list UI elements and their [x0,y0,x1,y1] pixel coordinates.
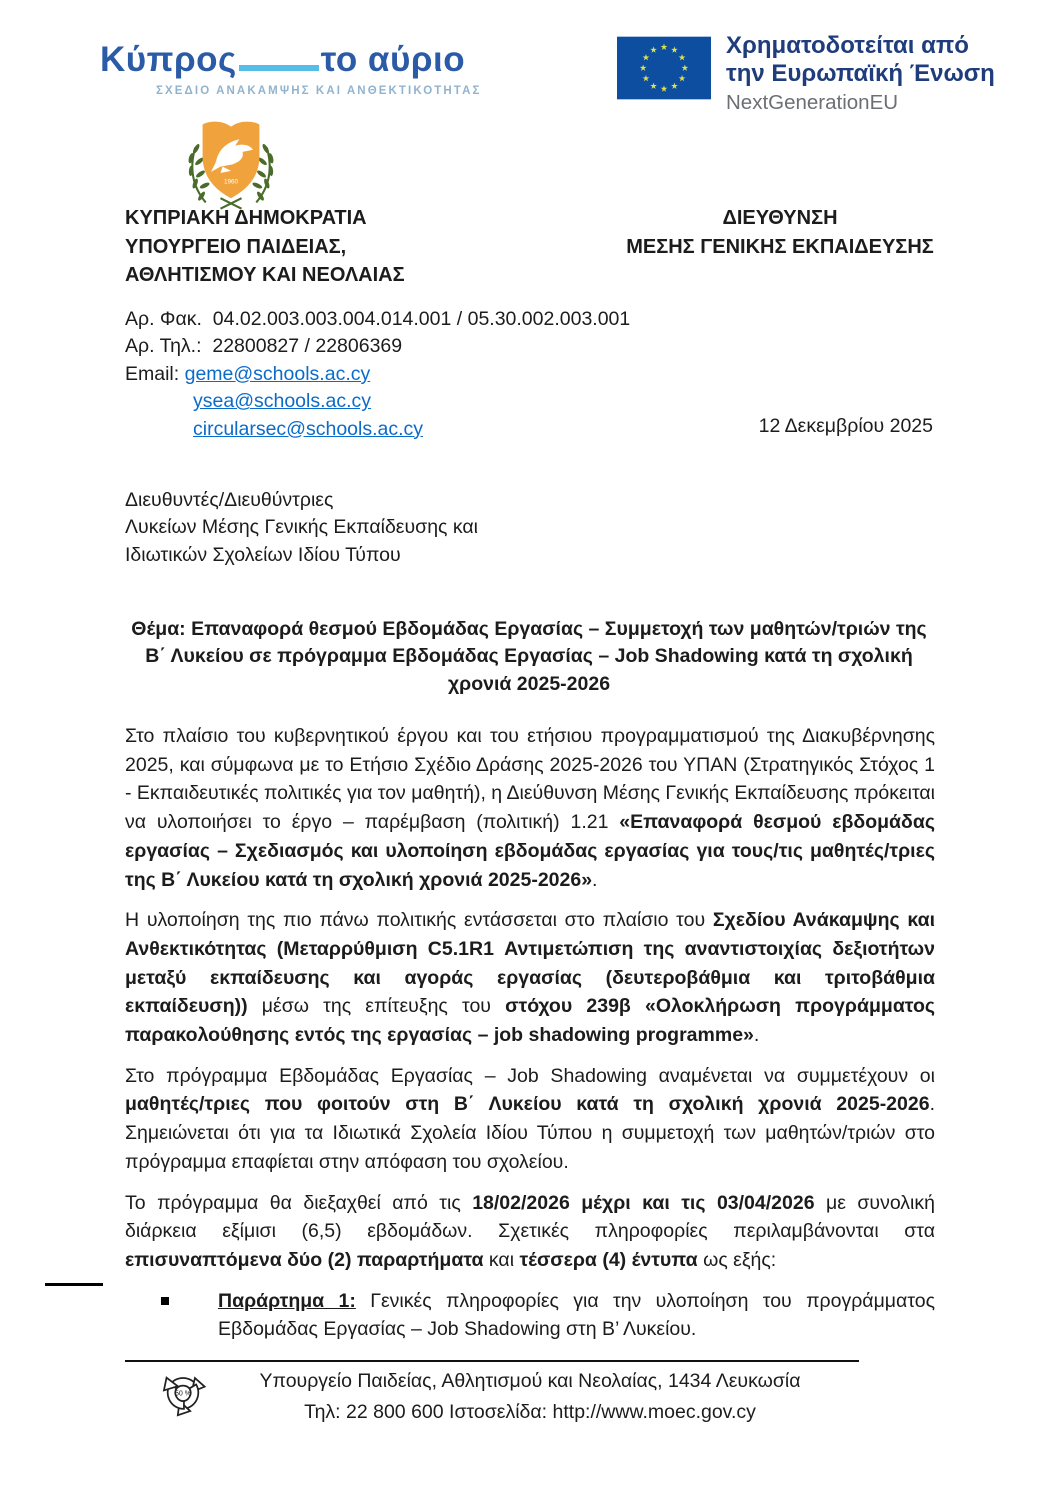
recipient-line3: Ιδιωτικών Σχολείων Ιδίου Τύπου [125,543,401,566]
email-link-ysea[interactable]: ysea@schools.ac.cy [193,390,372,413]
directorate-header [600,204,960,261]
cyprus-coat-of-arms-icon [167,114,295,214]
brand-title [100,40,481,80]
subject-heading: Θέμα: Επαναφορά θεσμού Εβδομάδας Εργασίας – Συμμετοχή των μαθητών/τριών της Β΄ Λυκείου σε πρόγραμμα Εβδομάδας Εργασίας – Job Shadowing κατά τη σχολική χρονιά 2025-2026 [131,618,927,695]
eu-funding-line2: την Ευρωπαϊκή Ένωση [726,60,995,87]
footer-block [125,1366,935,1427]
email-label: Email: [125,362,180,385]
phone-line [125,333,630,360]
brand-subtitle: ΣΧΕΔΙΟ ΑΝΑΚΑΜΨΗΣ ΚΑΙ ΑΝΘΕΚΤΙΚΟΤΗΤΑΣ [156,85,482,97]
phone-label: Αρ. Τηλ.: [125,335,202,358]
eu-funding-line1: Χρηματοδοτείται από [726,32,969,59]
email-link-circularsec[interactable]: circularsec@schools.ac.cy [193,417,424,440]
recycle-label: 50 % [174,1390,192,1398]
paragraph: Στο πλαίσιο του κυβερνητικού έργου και του ετήσιου προγραμματισμού της Διακυβέρνησης 2025, και σύμφωνα με το Ετήσιο Σχέδιο Δράσης 2025-2026 του ΥΠΑΝ (Στρατηγικός Στόχος 1 - Εκπαιδευτικές πολιτικές για τον μαθητή), η Διεύθυνση Μέσης Γενικής Εκπαίδευσης πρόκειται να υλοποιήσει το έργο – παρέμβαση (πολιτική) 1.21 «Επαναφορά θεσμού εβδομάδας εργασίας – Σχεδιασμός και υλοποίηση εβδομάδας εργασίας για τους/τις μαθητές/τριες της Β΄ Λυκείου κατά τη σχολική χρονιά 2025-2026». [125,725,935,891]
file-reference-label: Αρ. Φακ. [125,308,202,330]
directorate-line2: ΜΕΣΗΣ ΓΕΝΙΚΗΣ ΕΚΠΑΙΔΕΥΣΗΣ [626,235,934,258]
recipient-line1: Διευθυντές/Διευθύντριες [125,489,334,511]
bullet-square-icon [161,1297,169,1305]
cyprus-tomorrow-logo [100,40,481,97]
republic-line3: ΑΘΛΗΤΙΣΜΟΥ ΚΑΙ ΝΕΟΛΑΙΑΣ [125,264,405,286]
eu-funding-text [726,32,995,115]
footer-phone-website: Τηλ: 22 800 600 Ιστοσελίδα: http://www.moec.gov.cy [304,1400,756,1423]
recipients-block [125,487,478,569]
footer-address: Υπουργείο Παιδείας, Αθλητισμού και Νεολαίας, 1434 Λευκωσία [259,1370,801,1392]
republic-line2: ΥΠΟΥΡΓΕΙΟ ΠΑΙΔΕΙΑΣ, [125,235,347,258]
nextgenerationeu-label: NextGenerationEU [726,91,899,114]
svg-text:1960: 1960 [223,178,239,186]
file-reference-value: 04.02.003.003.004.014.001 / 05.30.002.003.001 [212,308,631,330]
list-item-annex1 [125,1287,935,1344]
margin-change-bar [45,1283,103,1286]
brand-title-part1: Κύπρος [100,40,237,79]
republic-line1: ΚΥΠΡΙΑΚΗ ΔΗΜΟΚΡΑΤΙΑ [125,207,367,229]
letter-body [125,722,935,1344]
republic-header [125,204,405,290]
paragraph: Στο πρόγραμμα Εβδομάδας Εργασίας – Job Shadowing αναμένεται να συμμετέχουν οι μαθητές/τριες που φοιτούν στη Β΄ Λυκείου κατά τη σχολική χρονιά 2025-2026. Σημειώνεται ότι για τα Ιδιωτικά Σχολεία Ιδίου Τύπου η συμμετοχή των μαθητών/τριών στο πρόγραμμα επαφίεται στην απόφαση του σχολείου. [125,1064,935,1173]
eu-flag-icon [617,32,711,104]
footer-divider [125,1360,859,1362]
phone-value: 22800827 / 22806369 [212,335,403,358]
paragraph: Το πρόγραμμα θα διεξαχθεί από τις 18/02/2026 μέχρι και τις 03/04/2026 με συνολική διάρκεια εξίμισι (6,5) εβδομάδων. Σχετικές πληροφορίες περιλαμβάνονται στα επισυναπτόμενα δύο (2) παραρτήματα και τέσσερα (4) έντυπα ως εξής: [125,1191,935,1271]
paragraph: Η υλοποίηση της πιο πάνω πολιτικής εντάσσεται στο πλαίσιο του Σχεδίου Ανάκαμψης και Ανθεκτικότητας (Μεταρρύθμιση C5.1R1 Αντιμετώπιση της αναντιστοιχίας δεξιοτήτων μεταξύ εκπαίδευσης και αγοράς εργασίας (δευτεροβάθμια και τριτοβάθμια εκπαίδευση)) μέσω της επίτευξης του στόχου 239β «Ολοκλήρωση προγράμματος παρακολούθησης εντός της εργασίας – job shadowing programme». [125,909,936,1047]
eu-funding-block [617,32,995,115]
brand-title-part2: το αύριο [320,40,466,79]
letter-date: 12 Δεκεμβρίου 2025 [758,415,933,437]
email-line [125,361,630,388]
brand-underscore-icon [239,42,319,71]
list-item-text: Παράρτημα 1: Γενικές πληροφορίες για την υλοποίηση του προγράμματος Εβδομάδας Εργασίας – Job Shadowing στη Β’ Λυκείου. [218,1289,935,1341]
email-link-geme[interactable]: geme@schools.ac.cy [184,362,371,385]
recipient-line2: Λυκείων Μέσης Γενικής Εκπαίδευσης και [125,516,478,539]
file-reference-line [125,306,630,333]
email-line [125,388,630,415]
directorate-line1: ΔΙΕΥΘΥΝΣΗ [722,207,838,229]
